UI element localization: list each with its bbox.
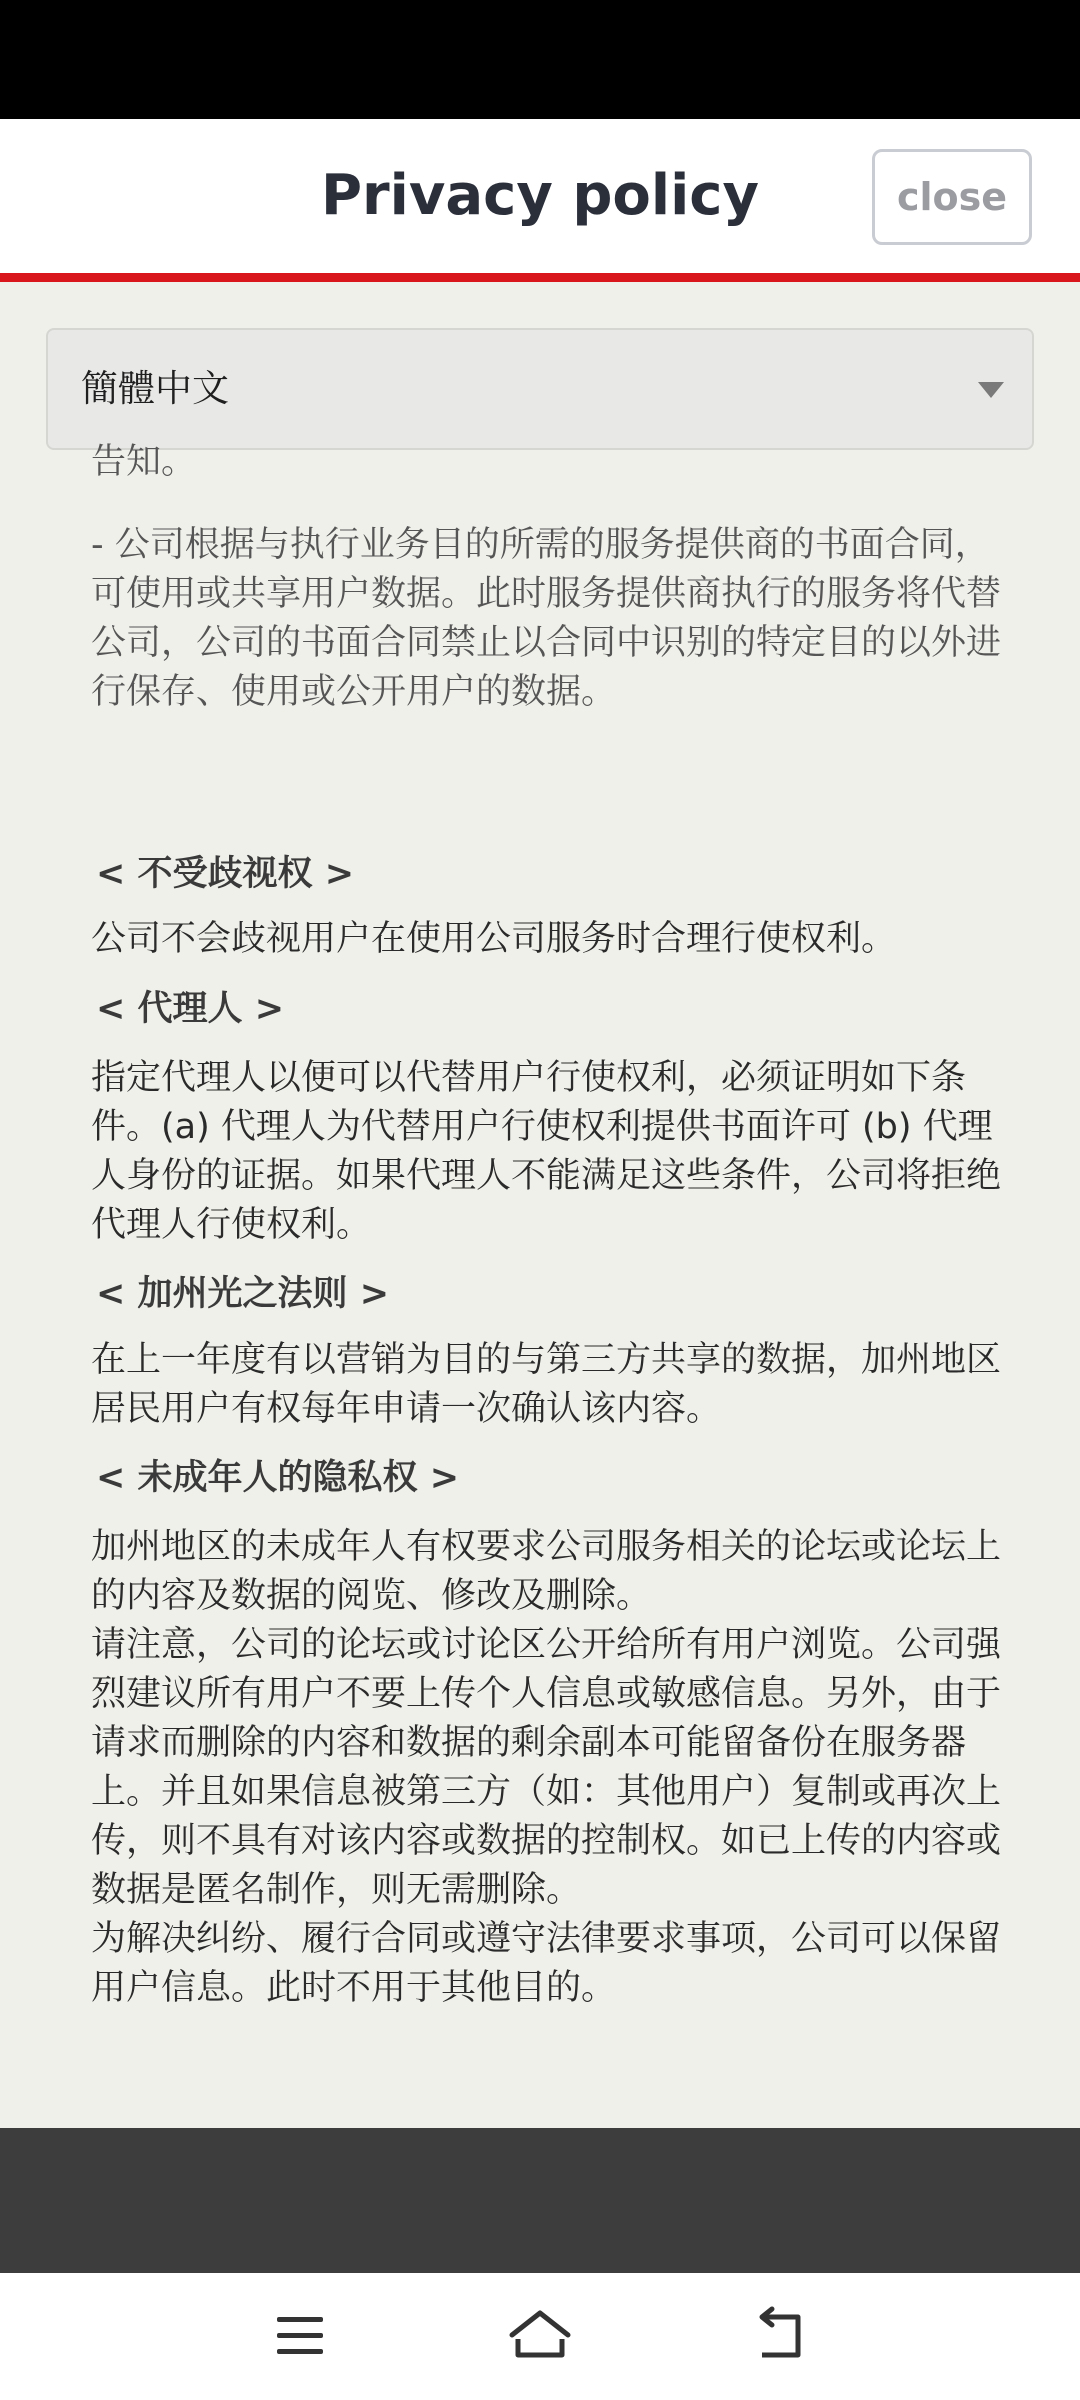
back-icon[interactable] <box>740 2301 820 2371</box>
status-bar <box>0 0 1080 119</box>
section-body-non-discrimination: 公司不会歧视用户在使用公司服务时合理行使权利。 <box>91 919 897 959</box>
section-heading-shine-the-light: < 加州光之法则 > <box>96 1274 390 1314</box>
page-title: Privacy policy <box>321 163 759 228</box>
section-body-minors-privacy: 加州地区的未成年人有权要求公司服务相关的论坛或论坛上的内容及数据的阅览、修改及删除。 请注意，公司的论坛或讨论区公开给所有用户浏览。公司强烈建议所有用户不要上传个人信息或敏感信息。另外，由于请求而删除的内容和数据的剩余副本可能留备份在服务器上。并且如果信息被第三方（如：其他用户）复制或再次上传，则不具有对该内容或数据的控制权。如已上传的内容或数据是匿名制作，则无需删除。 为解决纠纷、履行合同或遵守法律要求事项，公司可以保留用户信息。此时不用于其他目的。 <box>91 1527 1002 2008</box>
menu-icon[interactable] <box>260 2301 340 2371</box>
close-button[interactable]: close <box>872 149 1032 245</box>
section-heading-minors-privacy: < 未成年人的隐私权 > <box>96 1458 460 1498</box>
policy-text-scroll[interactable] <box>0 442 1080 2008</box>
chevron-down-icon <box>978 382 1004 398</box>
header-divider <box>0 273 1080 282</box>
navigation-bar <box>0 2273 1080 2400</box>
section-heading-non-discrimination: < 不受歧视权 > <box>96 854 355 894</box>
language-select[interactable] <box>46 328 1034 450</box>
section-body-shine-the-light: 在上一年度有以营销为目的与第三方共享的数据，加州地区居民用户有权每年申请一次确认该内容。 <box>91 1340 1002 1429</box>
footer-band <box>0 2128 1080 2273</box>
language-select-value: 簡體中文 <box>81 367 229 410</box>
policy-content[interactable] <box>0 282 1080 2128</box>
partial-line: 告知。 <box>91 442 197 482</box>
section-heading-agent: < 代理人 > <box>96 989 285 1029</box>
page-header <box>0 119 1080 273</box>
section-body-agent: 指定代理人以便可以代替用户行使权利，必须证明如下条件。(a) 代理人为代替用户行使权利提供书面许可 (b) 代理人身份的证据。如果代理人不能满足这些条件，公司将拒绝代理人行使权利。 <box>91 1058 1002 1245</box>
service-provider-paragraph: - 公司根据与执行业务目的所需的服务提供商的书面合同，可使用或共享用户数据。此时服务提供商执行的服务将代替公司，公司的书面合同禁止以合同中识别的特定目的以外进行保存、使用或公开用户的数据。 <box>91 525 1002 712</box>
home-icon[interactable] <box>500 2301 580 2371</box>
